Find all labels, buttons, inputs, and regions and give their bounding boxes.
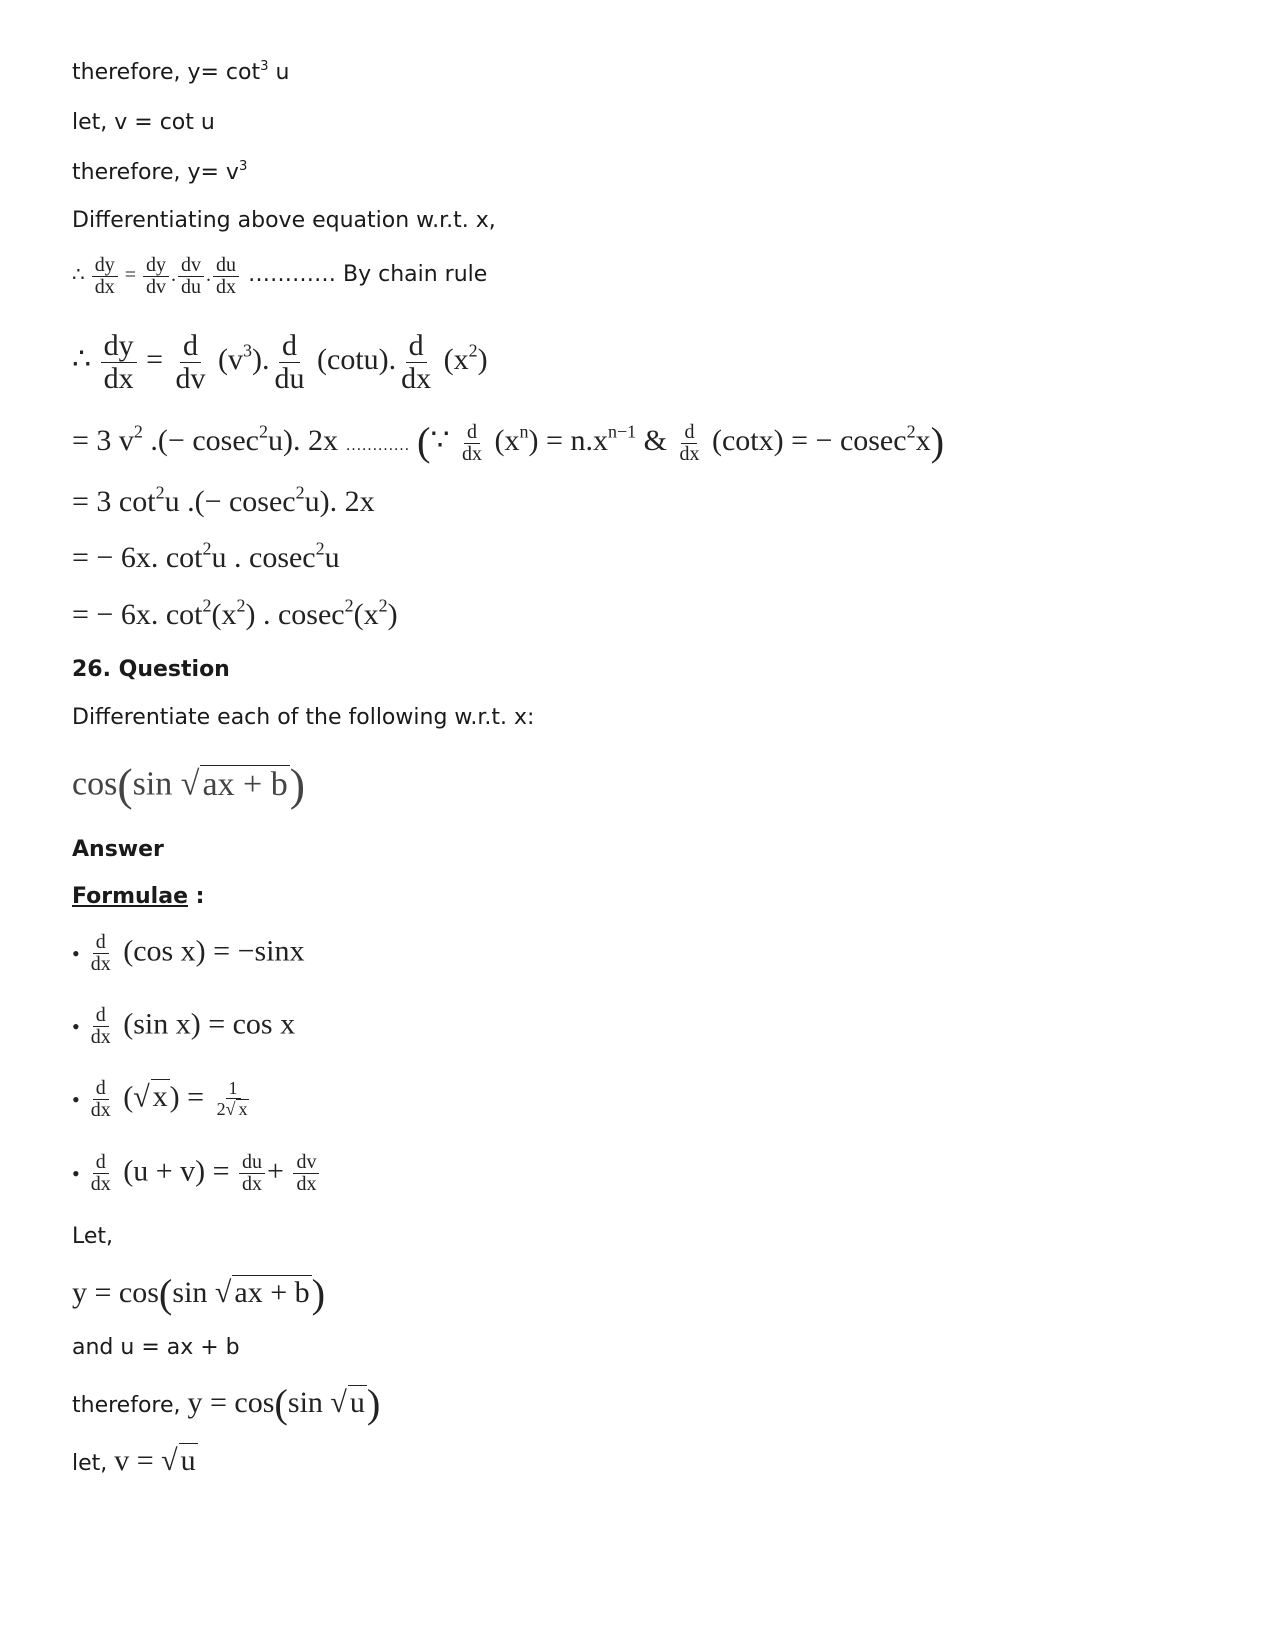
line-tail: u [268, 60, 290, 85]
exponent: 3 [260, 58, 269, 74]
math-line-derivative: ∴ $\frac{dy}{dx}$ = $\frac{d}{dv}$ $(v^3)$. $\frac{d}{du}$ (cotu). $\frac{d}{dx}$ $(x^2)$ [72, 329, 488, 395]
u-definition: and u = ax + b [72, 1335, 240, 1360]
answer-label: Answer [72, 837, 164, 862]
formula-cos: • $\frac{d}{dx}$ (cos x) = −sinx [72, 931, 305, 975]
text-line-2: let, v = cot u [72, 110, 215, 135]
question-heading: 26. Question [72, 657, 230, 682]
exponent: 3 [238, 158, 248, 174]
let-v-label: let, [72, 1451, 115, 1476]
formula-sqrt: • $\frac{d}{dx}$ (√ x) = $\frac{1}{2√ x}$ [72, 1077, 248, 1121]
math-line-step1: = 3 $v^2$ .(− cosec$^2$u). 2x ………… (∵ $\frac{d}{dx}$ $(x^n) = n.x^{n-1}$ & $\frac{d}{dx}$ (cotx) = − cosec$^2$x) [72, 419, 945, 465]
therefore-label: therefore, [72, 1393, 188, 1419]
v-expression: v = √ u [114, 1444, 196, 1477]
formulae-heading [72, 884, 204, 909]
question-prompt: Differentiate each of the following w.r.t. x: [72, 705, 535, 730]
formula-sin: • $\frac{d}{dx}$ (sin x) = cos x [72, 1004, 296, 1048]
formulae-colon: : [188, 884, 205, 909]
math-line-step3: = − 6x. $\cot^2u$ . cosec$^2$u [72, 538, 340, 574]
chain-rule-line [72, 255, 487, 298]
chain-rule-note: ………… By chain rule [248, 262, 488, 288]
text-line-4: Differentiating above equation w.r.t. x, [72, 208, 496, 233]
formula-sum: • $\frac{d}{dx}$ (u + v) = $\frac{du}{dx}$ + $\frac{dv}{dx}$ [72, 1152, 321, 1195]
line-text: therefore, y= v [72, 160, 239, 185]
text-line-3 [72, 160, 247, 185]
y-in-u-line [72, 1380, 380, 1427]
question-expression: cos(sin √ax + b) [72, 759, 306, 810]
math-line-step4: = − 6x. $\cot^2(x^2)$ . $cosec^2(x^2)$ [72, 595, 398, 631]
let-label: Let, [72, 1224, 114, 1249]
chain-rule-formula: ∴ $\frac{dy}{dx}$ = $\frac{dy}{dv}$ . $\frac{dv}{du}$ . $\frac{du}{dx}$ [72, 264, 241, 286]
formulae-label: Formulae [72, 884, 188, 909]
math-line-step2: = 3 $\cot^2u$ .(− cosec$^2$u). 2x [72, 482, 375, 518]
line-text: therefore, y= cot [72, 60, 261, 85]
y-in-u-expression: y = cos(sin √ u) [187, 1381, 381, 1426]
math-line-y-def: y = cos(sin √ ax + b) [72, 1271, 326, 1316]
text-line-1 [72, 60, 289, 85]
v-definition-line [72, 1443, 198, 1478]
